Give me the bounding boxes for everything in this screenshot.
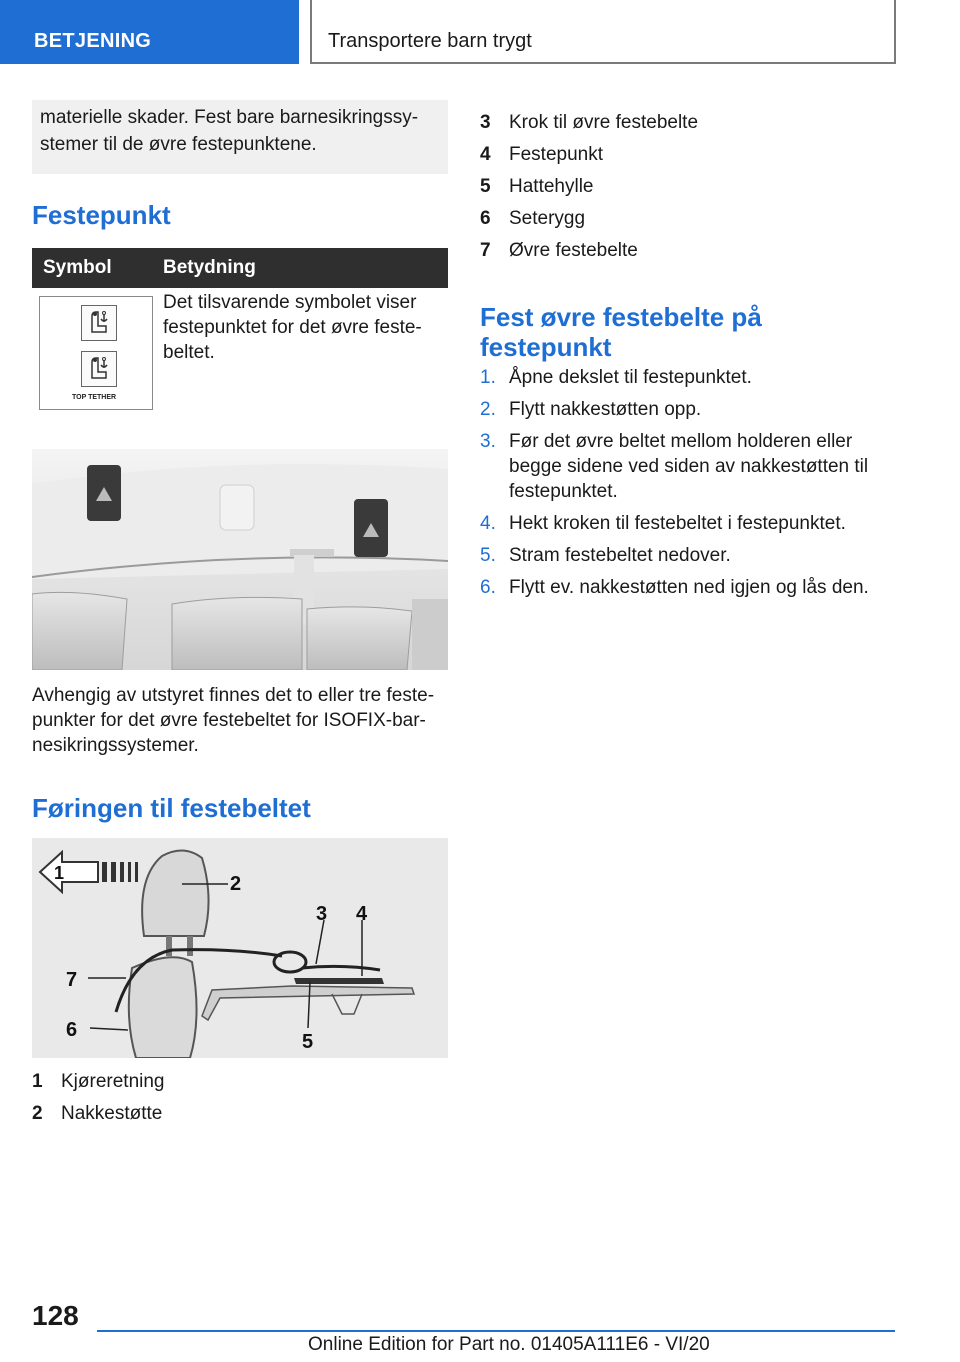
callout-3: 3 (316, 903, 328, 925)
legend-number: 4 (480, 144, 491, 165)
legend-number: 2 (32, 1103, 43, 1124)
legend-number: 1 (32, 1071, 43, 1092)
step-text: Flytt nakkestøtten opp. (509, 399, 702, 420)
step-text: Flytt ev. nakkestøtten ned igjen og lås den. (509, 577, 869, 598)
anchor-paragraph: Avhengig av utstyret finnes det to eller tre feste-punkter for det øvre festebeltet for ISOFIX-bar-nesikringssystemer. (32, 685, 435, 756)
warning-line: stemer til de øvre festepunktene. (40, 134, 317, 155)
callout-6: 6 (66, 1019, 78, 1041)
step-number: 2. (480, 399, 496, 420)
callout-5: 5 (302, 1031, 314, 1053)
footer-rule (97, 1330, 895, 1332)
description-line: beltet. (163, 342, 215, 363)
description-line: Det tilsvarende symbolet viser (163, 292, 417, 313)
step-number: 3. (480, 431, 496, 452)
heading-line: festepunkt (480, 332, 612, 362)
step-number: 6. (480, 577, 496, 598)
legend-item (480, 204, 890, 236)
rear-shelf-photo (32, 449, 448, 670)
step-item (480, 575, 890, 600)
step-text: Åpne dekslet til festepunktet. (509, 367, 752, 388)
callout-7: 7 (66, 969, 78, 991)
legend-number: 5 (480, 176, 491, 197)
column-header-symbol: Symbol (43, 257, 112, 278)
step-item (480, 511, 890, 536)
legend-number: 6 (480, 208, 491, 229)
legend-list-left (32, 1067, 432, 1131)
description-line: festepunktet for det øvre feste- (163, 317, 422, 338)
child-seat-anchor-icon (81, 351, 117, 387)
step-number: 4. (480, 513, 496, 534)
table-header (32, 248, 448, 288)
step-list (480, 365, 890, 607)
callout-4: 4 (356, 903, 368, 925)
legend-text: Kjøreretning (61, 1071, 165, 1092)
step-text: Hekt kroken til festebeltet i festepunktet. (509, 513, 846, 534)
legend-text: Hattehylle (509, 176, 594, 197)
column-header-meaning: Betydning (163, 257, 256, 278)
callout-1: 1 (54, 863, 65, 883)
icon-caption: TOP TETHER (72, 394, 117, 401)
section-heading-festepunkt: Festepunkt (32, 200, 171, 230)
section-heading-fasten (480, 302, 762, 362)
legend-text: Nakkestøtte (61, 1103, 163, 1124)
child-seat-anchor-icon (81, 305, 117, 341)
symbol-cell (39, 296, 153, 410)
symbol-table (32, 248, 448, 465)
warning-line: materielle skader. Fest bare barnesikringssy- (40, 107, 419, 128)
legend-number: 3 (480, 112, 491, 133)
legend-text: Krok til øvre festebelte (509, 112, 699, 133)
page-number: 128 (32, 1300, 79, 1331)
legend-item (480, 236, 890, 268)
legend-list-right (480, 108, 890, 268)
heading-line: Fest øvre festebelte på (480, 302, 762, 332)
legend-text: Festepunkt (509, 144, 603, 165)
chapter-tab (310, 0, 896, 64)
legend-text: Seterygg (509, 208, 586, 229)
section-heading-routing: Føringen til festebeltet (32, 793, 311, 823)
callout-2: 2 (230, 873, 242, 895)
legend-item (480, 140, 890, 172)
step-item (480, 429, 890, 504)
step-text: Før det øvre beltet mellom holderen eller begge sidene ved siden av nakkestøtten til festepunktet. (509, 431, 869, 502)
symbol-description (163, 290, 443, 365)
step-item (480, 397, 890, 422)
table-row (32, 288, 448, 465)
legend-item (32, 1067, 432, 1099)
legend-item (480, 108, 890, 140)
edition-text: Online Edition for Part no. 01405A111E6 - VI/20 (308, 1334, 710, 1355)
legend-text: Øvre festebelte (509, 240, 638, 261)
legend-number: 7 (480, 240, 491, 261)
step-item (480, 543, 890, 568)
warning-box (32, 100, 448, 174)
tether-routing-diagram (32, 838, 448, 1058)
section-tab (0, 0, 299, 64)
step-item (480, 365, 890, 390)
step-number: 1. (480, 367, 496, 388)
step-number: 5. (480, 545, 496, 566)
section-label: BETJENING (34, 30, 152, 52)
legend-item (32, 1099, 432, 1131)
step-text: Stram festebeltet nedover. (509, 545, 731, 566)
legend-item (480, 172, 890, 204)
chapter-title: Transportere barn trygt (328, 30, 532, 52)
